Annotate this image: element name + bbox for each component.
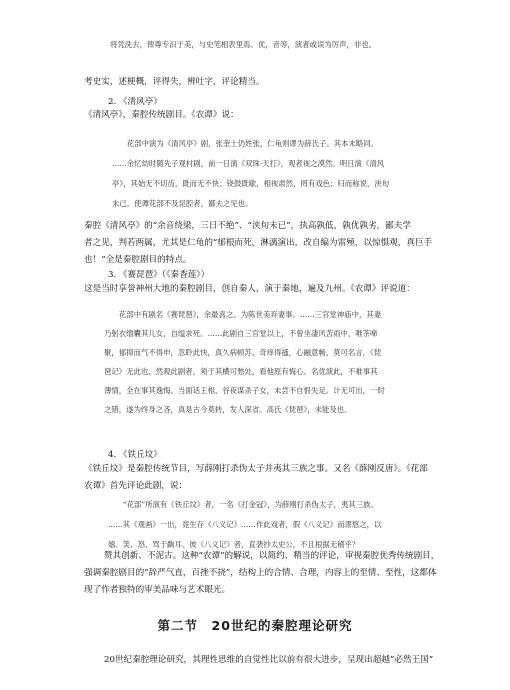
quote-line: ……其《观画》一出，竟生存《八义记》……作此戏者，假《八义记》而谬悠之，以 <box>108 520 382 529</box>
body-paragraph-1: 考史实，述梗概，评得失，辨吐字，评论精当。 <box>84 77 265 87</box>
item-3-quote <box>104 305 460 419</box>
item-4-quote <box>108 495 460 555</box>
body-line: 秦腔《清风亭》的“余音绕梁，三日不绝”、“浃旬未已”，执高孰低，孰优孰劣，鄙夫学 <box>84 221 411 231</box>
item-4-title: 4. 《铁丘坟》 <box>108 450 162 460</box>
body-line: 农谭》首先评论此剧，说： <box>84 481 188 491</box>
section-heading: 第二节 20世纪的秦腔理论研究 <box>157 618 353 633</box>
body-line: 赞其创新、不泥古。这种“农谭”的解说，以简约、精当的评论，审视秦腔优秀传统剧目， <box>104 551 440 561</box>
body-line: 现了作者独特的审美品味与艺术眼光。 <box>84 585 231 595</box>
section-opening-paragraph: 20世纪秦腔理论研究，其理性思维的自觉性比以前有很大进步，呈现出超越“必然王国” <box>104 655 434 665</box>
quote-line: 花部中演为《清风亭》剧，张奎士仍姓张，仁龟则谬为薛氏子。其本末略同。 <box>126 139 379 148</box>
quote-line: 薄情，全在事其逸悔。当面话王相、谷夜谋杀子女，未尝不自恨失足。计无可出，一时 <box>104 386 385 395</box>
body-line: 也！”全是秦腔剧目的特点。 <box>84 255 192 265</box>
item-3-title: 3. 《赛琵琶》（《秦香莲》） <box>108 270 210 280</box>
item-2-title: 2. 《清风亭》 <box>108 97 162 107</box>
item-2-quote <box>112 134 460 214</box>
closing-paragraph <box>84 548 460 599</box>
quote-line: ……余忆幼时随先子观村剧，前一日演《双珠·天打》，观者视之漠然。明日演《清风 <box>112 159 385 168</box>
quote-line: 亭》，其始无不切齿，既而无不快；铙鼓既歇，相视肃然，罔有戏色；归而称说，浃旬 <box>112 179 390 188</box>
body-line: 《铁丘坟》是秦腔传统节目，写薛刚打杀伪太子并夷其三族之事。又名《薛刚反唐》。《花部 <box>84 464 428 474</box>
quote-line: 未已。使谭花部不及昆腔者，鄙夫之见也。 <box>112 199 253 208</box>
item-3-intro: 这是当时享誉神州大地的秦腔剧目，创自秦人，演于秦地，遍及九州。《农谭》评说道： <box>84 284 415 294</box>
quote-line: 嬉、笑、怒、骂于齣耳。彼《八义记》者，直袭抄太史公，不且根据无稽乎？ <box>108 540 360 549</box>
item-2-body <box>84 218 460 269</box>
quote-line: 花部中有剧名《赛琵琶》，余最喜之。为陈世美弃妻事。……三官堂神庙中，其妻 <box>118 310 382 319</box>
quote-tail: 将凭洗去，俾尊专汩于美，与史笔相表里焉。优，音等，演者或误为厉声，非也。 <box>110 40 377 49</box>
body-line: 强调秦腔剧目的“辞严气直，百挫不挠”，结构上的合情、合理，内容上的至情、至性，这都体 <box>84 568 437 578</box>
quote-line: 琶记》无此也。然观此剧者，须于其横可愁处，看他原有悔心。名优演此，不难事其 <box>104 367 378 376</box>
quote-line: 之错，遂为终身之吝，真是古今莫转，发人深省。高氏《琵琶》，未能及也。 <box>104 405 352 414</box>
quote-line: 聚，郁抑而气不得申，忽聆此快，真久病顿苏，奇痒得搔，心融意畅，莫可名言，《琵 <box>104 348 382 357</box>
item-2-intro: 《清风亭》，秦腔传统剧目。《农谭》说： <box>84 110 239 120</box>
quote-line: “花部”所演有《铁丘坟》者，一名《打金冠》，为薛刚打杀伪太子，夷其三族。 <box>122 500 378 509</box>
body-line: 者之见，判若两属，尤其是仁龟的“郁根而死，淋漓演出，改自编为雷殛，以惊惧观，真巨手 <box>84 238 433 248</box>
quote-line: 乃躬衣缯囊其儿女，自缢求死。……此剧自三官堂以上，不曾坐凄风苦雨中，唯茶啼 <box>104 329 378 338</box>
item-4-body <box>84 461 460 495</box>
